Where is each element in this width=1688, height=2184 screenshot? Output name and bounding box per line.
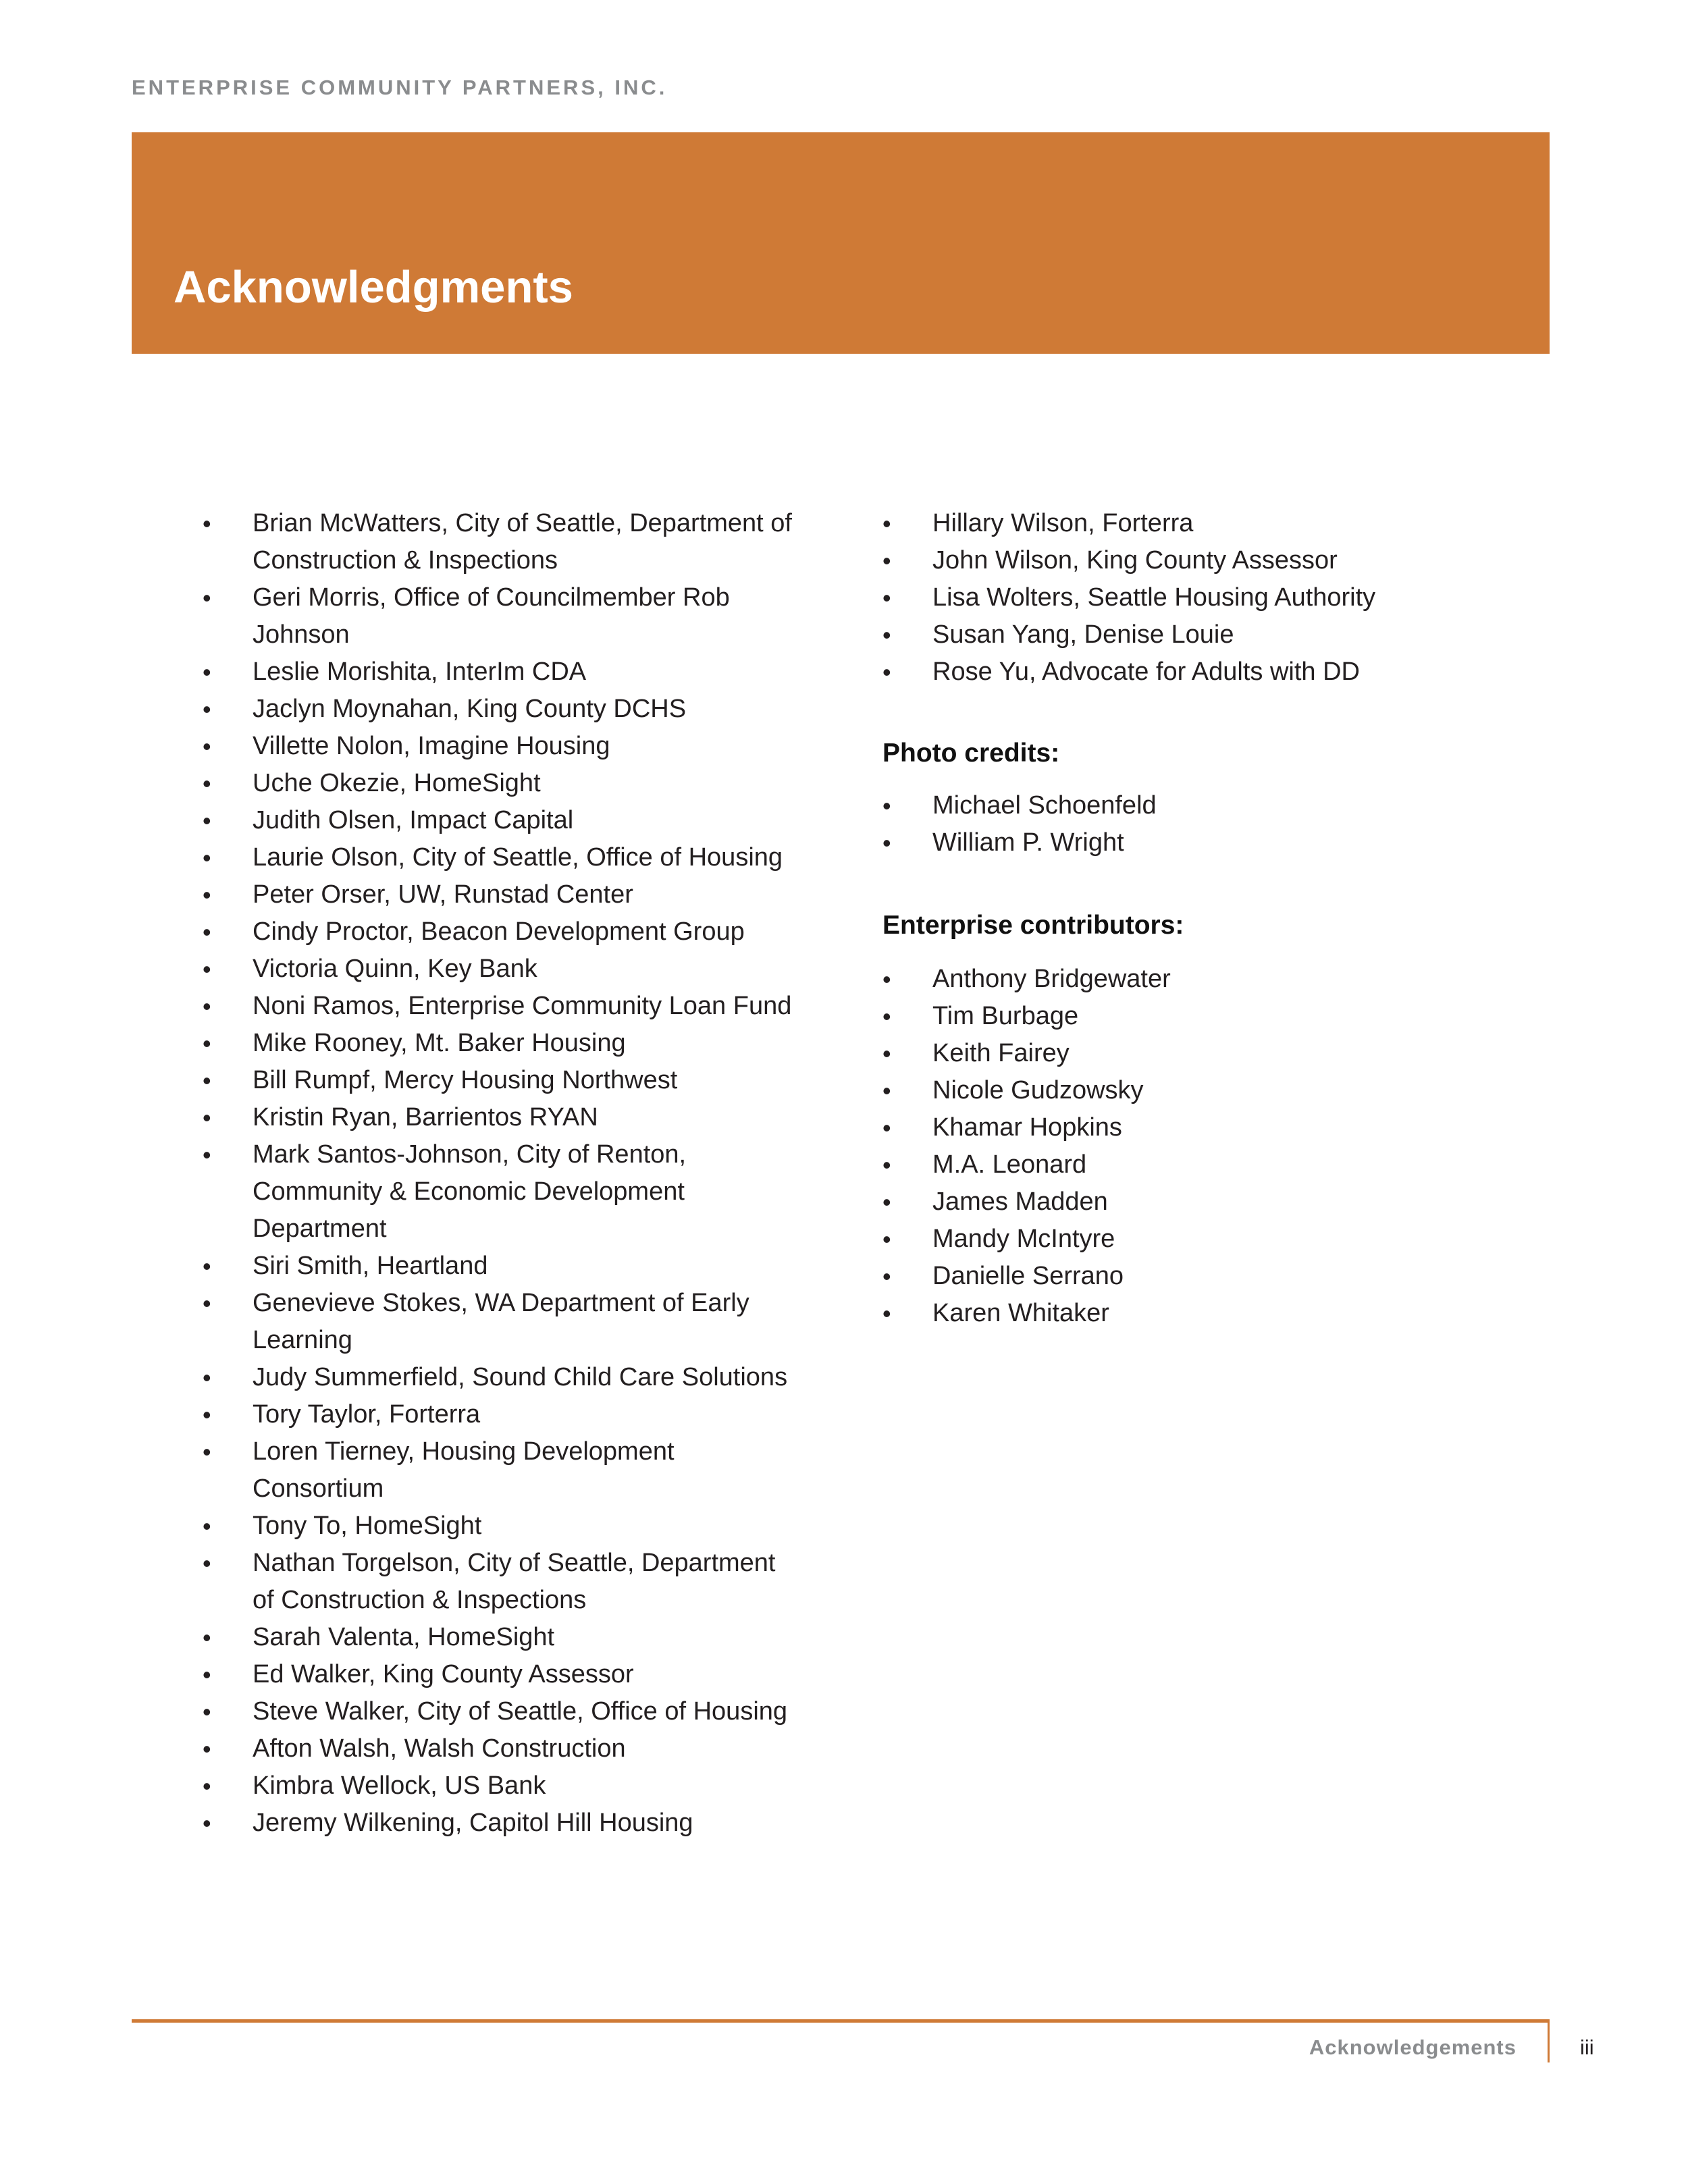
list-item: • Tim Burbage <box>882 998 1531 1035</box>
footer-section-label: Acknowledgements <box>1309 2035 1516 2059</box>
list-item: • Michael Schoenfeld <box>882 787 1531 824</box>
list-item: • Brian McWatters, City of Seattle, Department of Construction & Inspections <box>203 505 797 579</box>
list-item: • Keith Fairey <box>882 1035 1531 1072</box>
list-item: • John Wilson, King County Assessor <box>882 542 1531 579</box>
list-item: • Tony To, HomeSight <box>203 1508 797 1545</box>
list-item: • Hillary Wilson, Forterra <box>882 505 1531 542</box>
list-item: • William P. Wright <box>882 824 1531 861</box>
list-item: • Steve Walker, City of Seattle, Office of Housing <box>203 1693 797 1730</box>
list-item: • Karen Whitaker <box>882 1295 1531 1332</box>
list-item: • James Madden <box>882 1183 1531 1221</box>
page-title: Acknowledgments <box>174 262 573 313</box>
title-banner <box>132 132 1550 354</box>
enterprise-contributors-heading: Enterprise contributors: <box>882 911 1184 940</box>
list-item: • Susan Yang, Denise Louie <box>882 616 1531 654</box>
list-item: • Geri Morris, Office of Councilmember Rob Johnson <box>203 579 797 654</box>
list-item: • Rose Yu, Advocate for Adults with DD <box>882 654 1531 691</box>
list-item: • Mike Rooney, Mt. Baker Housing <box>203 1025 797 1062</box>
footer-divider <box>1548 2019 1550 2062</box>
list-item: • Jaclyn Moynahan, King County DCHS <box>203 691 797 728</box>
list-item: • Bill Rumpf, Mercy Housing Northwest <box>203 1062 797 1099</box>
list-item: • Judy Summerfield, Sound Child Care Solutions <box>203 1359 797 1396</box>
list-item: • Judith Olsen, Impact Capital <box>203 802 797 839</box>
list-item: • Danielle Serrano <box>882 1258 1531 1295</box>
list-item: • Mark Santos-Johnson, City of Renton, Community & Economic Development Department <box>203 1136 797 1248</box>
list-item: • Laurie Olson, City of Seattle, Office of Housing <box>203 839 797 876</box>
list-item: • Khamar Hopkins <box>882 1109 1531 1146</box>
list-item: • Noni Ramos, Enterprise Community Loan Fund <box>203 988 797 1025</box>
list-item: • Loren Tierney, Housing Development Consortium <box>203 1433 797 1508</box>
list-item: • Villette Nolon, Imagine Housing <box>203 728 797 765</box>
list-item: • Kimbra Wellock, US Bank <box>203 1767 797 1805</box>
photo-credits-heading: Photo credits: <box>882 739 1060 768</box>
running-header: ENTERPRISE COMMUNITY PARTNERS, INC. <box>132 76 668 99</box>
list-item: • Sarah Valenta, HomeSight <box>203 1619 797 1656</box>
list-item: • Mandy McIntyre <box>882 1221 1531 1258</box>
list-item: • Siri Smith, Heartland <box>203 1248 797 1285</box>
list-item: • Genevieve Stokes, WA Department of Early Learning <box>203 1285 797 1359</box>
list-item: • Uche Okezie, HomeSight <box>203 765 797 802</box>
list-item: • Nathan Torgelson, City of Seattle, Department of Construction & Inspections <box>203 1545 797 1619</box>
list-item: • Peter Orser, UW, Runstad Center <box>203 876 797 913</box>
page-number: iii <box>1580 2035 1594 2059</box>
footer-rule <box>132 2019 1550 2023</box>
enterprise-contributors-list <box>882 961 1531 1332</box>
left-column <box>203 505 797 1842</box>
list-item: • Anthony Bridgewater <box>882 961 1531 998</box>
list-item: • M.A. Leonard <box>882 1146 1531 1183</box>
list-item: • Nicole Gudzowsky <box>882 1072 1531 1109</box>
list-item: • Lisa Wolters, Seattle Housing Authority <box>882 579 1531 616</box>
list-item: • Victoria Quinn, Key Bank <box>203 951 797 988</box>
photo-credits-list <box>882 787 1531 861</box>
list-item: • Tory Taylor, Forterra <box>203 1396 797 1433</box>
list-item: • Leslie Morishita, InterIm CDA <box>203 654 797 691</box>
list-item: • Kristin Ryan, Barrientos RYAN <box>203 1099 797 1136</box>
list-item: • Ed Walker, King County Assessor <box>203 1656 797 1693</box>
list-item: • Afton Walsh, Walsh Construction <box>203 1730 797 1767</box>
right-column <box>882 505 1531 1332</box>
list-item: • Cindy Proctor, Beacon Development Group <box>203 913 797 951</box>
acknowledgment-list <box>203 505 797 1842</box>
list-item: • Jeremy Wilkening, Capitol Hill Housing <box>203 1805 797 1842</box>
acknowledgment-list-continued <box>882 505 1531 691</box>
